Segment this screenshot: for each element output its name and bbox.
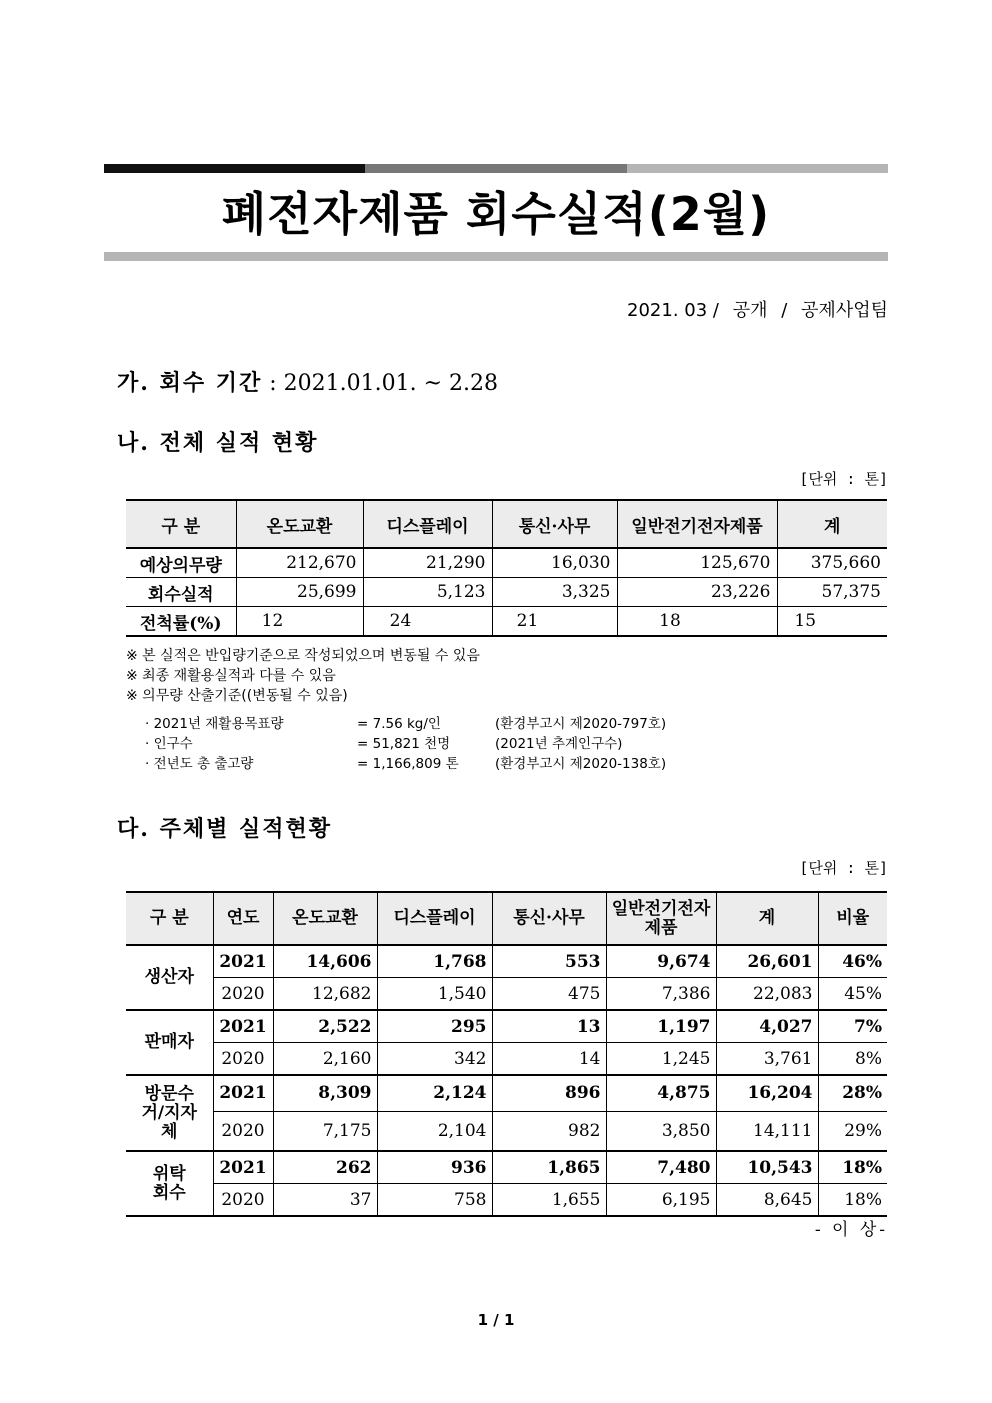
table-cell: 14,111 [716,1111,818,1151]
table-cell: 4,027 [716,1010,818,1043]
table-cell: 342 [377,1043,492,1076]
basis-value: = 51,821 천명 [357,736,451,752]
table-cell: 2,124 [377,1075,492,1111]
section-a-value: : 2021.01.01. ~ 2.28 [262,371,499,396]
section-b-heading [117,426,318,457]
year-cell: 2020 [213,978,273,1011]
table-cell: 2,522 [273,1010,377,1043]
table-cell: 22,083 [716,978,818,1011]
table-row [126,548,887,578]
table-cell: 7,480 [606,1151,716,1184]
note-line: ※ 의무량 산출기준((변동될 수 있음) [126,688,348,704]
section-b-label: 나. 전체 실적 현황 [117,430,319,456]
year-cell: 2021 [213,1010,273,1043]
table-cell: 21 [492,607,617,637]
document-meta [619,296,888,322]
table-cell: 1,655 [492,1184,606,1217]
table-header-row [126,892,887,945]
table-cell: 3,850 [606,1111,716,1151]
group-label: 생산자 [126,945,213,1010]
table-cell: 3,761 [716,1043,818,1076]
table-row [126,607,887,637]
table-cell: 8,309 [273,1075,377,1111]
table-cell: 5,123 [363,578,492,607]
year-cell: 2020 [213,1184,273,1217]
table-cell: 8% [818,1043,887,1076]
table-cell: 16,204 [716,1075,818,1111]
table-cell: 57,375 [777,578,887,607]
table-cell: 7% [818,1010,887,1043]
year-cell: 2021 [213,1075,273,1111]
row-label: 예상의무량 [126,548,236,578]
table-cell: 896 [492,1075,606,1111]
table-cell: 758 [377,1184,492,1217]
obligation-basis-list [145,714,666,774]
col-header-category: 구 분 [126,892,213,945]
col-header-general: 일반전기전자제품 [606,892,716,945]
basis-source: (환경부고시 제2020-138호) [495,756,667,772]
year-cell: 2020 [213,1111,273,1151]
table-cell: 475 [492,978,606,1011]
table-row [126,945,887,978]
table-cell: 24 [363,607,492,637]
section-b-unit: [단위 : 톤] [799,470,888,488]
meta-access: 공개 [732,300,768,321]
page-number: 1 / 1 [477,1311,515,1329]
table-row [126,1184,887,1217]
table-cell: 29% [818,1111,887,1151]
col-header-telecom: 통신·사무 [492,500,617,548]
group-label: 위탁회수 [126,1151,213,1216]
col-header-category: 구 분 [126,500,236,548]
col-header-display: 디스플레이 [363,500,492,548]
table-cell: 8,645 [716,1184,818,1217]
section-a-label: 가. 회수 기간 [117,370,263,396]
table-cell: 46% [818,945,887,978]
note-line: ※ 본 실적은 반입량기준으로 작성되었으며 변동될 수 있음 [126,648,480,664]
basis-row [145,714,666,734]
title-top-bar [104,164,888,173]
basis-item: · 전년도 총 출고량 [145,756,254,772]
table-row [126,1151,887,1184]
table-row [126,1075,887,1111]
basis-item: · 2021년 재활용목표량 [145,716,284,732]
table-cell: 28% [818,1075,887,1111]
section-c-unit: [단위 : 톤] [799,859,888,877]
table-cell: 1,865 [492,1151,606,1184]
table-cell: 12,682 [273,978,377,1011]
col-header-year: 연도 [213,892,273,945]
basis-row [145,734,666,754]
basis-source: (2021년 추계인구수) [495,736,623,752]
table-cell: 1,245 [606,1043,716,1076]
table-cell: 7,175 [273,1111,377,1151]
table-cell: 23,226 [617,578,777,607]
table-cell: 26,601 [716,945,818,978]
table-row [126,1111,887,1151]
group-label: 방문수거/지자체 [126,1075,213,1151]
table-cell: 9,674 [606,945,716,978]
table-row [126,978,887,1011]
bar-segment-light [627,164,888,173]
table-cell: 25,699 [236,578,363,607]
note-line: ※ 최종 재활용실적과 다를 수 있음 [126,668,336,684]
basis-value: = 7.56 kg/인 [357,716,441,732]
table-cell: 295 [377,1010,492,1043]
meta-date: 2021. 03 / [627,300,719,321]
notes-block [126,646,480,706]
table-cell: 2,160 [273,1043,377,1076]
year-cell: 2021 [213,1151,273,1184]
basis-item: · 인구수 [145,736,193,752]
col-header-general: 일반전기전자제품 [617,500,777,548]
table-cell: 262 [273,1151,377,1184]
table-cell: 4,875 [606,1075,716,1111]
table-cell: 936 [377,1151,492,1184]
table-cell: 13 [492,1010,606,1043]
table-cell: 15 [777,607,887,637]
page-title: 폐전자제품 회수실적(2월) [221,187,771,241]
table-cell: 14,606 [273,945,377,978]
meta-separator: / [781,300,788,321]
year-cell: 2021 [213,945,273,978]
table-row [126,1010,887,1043]
col-header-telecom: 통신·사무 [492,892,606,945]
table-cell: 18% [818,1151,887,1184]
table-cell: 45% [818,978,887,1011]
year-cell: 2020 [213,1043,273,1076]
section-c-label: 다. 주체별 실적현황 [117,816,332,842]
table-cell: 1,197 [606,1010,716,1043]
group-label: 판매자 [126,1010,213,1075]
entity-performance-table [126,891,887,1217]
section-a-heading [117,366,498,397]
col-header-total: 계 [716,892,818,945]
col-header-cooling: 온도교환 [273,892,377,945]
col-header-total: 계 [777,500,887,548]
table-cell: 212,670 [236,548,363,578]
table-cell: 3,325 [492,578,617,607]
table-cell: 16,030 [492,548,617,578]
section-c-heading [117,812,332,843]
table-cell: 12 [236,607,363,637]
table-cell: 37 [273,1184,377,1217]
basis-source: (환경부고시 제2020-797호) [495,716,667,732]
table-cell: 1,768 [377,945,492,978]
table-cell: 14 [492,1043,606,1076]
table-cell: 18 [617,607,777,637]
table-cell: 553 [492,945,606,978]
col-header-display: 디스플레이 [377,892,492,945]
col-header-ratio: 비율 [818,892,887,945]
row-label: 전척률(%) [126,607,236,637]
bar-segment-mid [365,164,626,173]
table-cell: 18% [818,1184,887,1217]
table-row [126,578,887,607]
table-cell: 2,104 [377,1111,492,1151]
table-cell: 6,195 [606,1184,716,1217]
row-label: 회수실적 [126,578,236,607]
table-cell: 375,660 [777,548,887,578]
end-mark: - 이 상- [814,1220,888,1240]
overall-performance-table [126,499,887,637]
table-cell: 125,670 [617,548,777,578]
meta-team: 공제사업팀 [801,300,888,321]
table-row [126,1043,887,1076]
table-cell: 21,290 [363,548,492,578]
table-header-row [126,500,887,548]
table-cell: 7,386 [606,978,716,1011]
basis-value: = 1,166,809 톤 [357,756,459,772]
table-cell: 982 [492,1111,606,1151]
table-cell: 1,540 [377,978,492,1011]
title-bottom-bar [104,252,888,261]
table-cell: 10,543 [716,1151,818,1184]
col-header-cooling: 온도교환 [236,500,363,548]
basis-row [145,754,666,774]
bar-segment-dark [104,164,365,173]
